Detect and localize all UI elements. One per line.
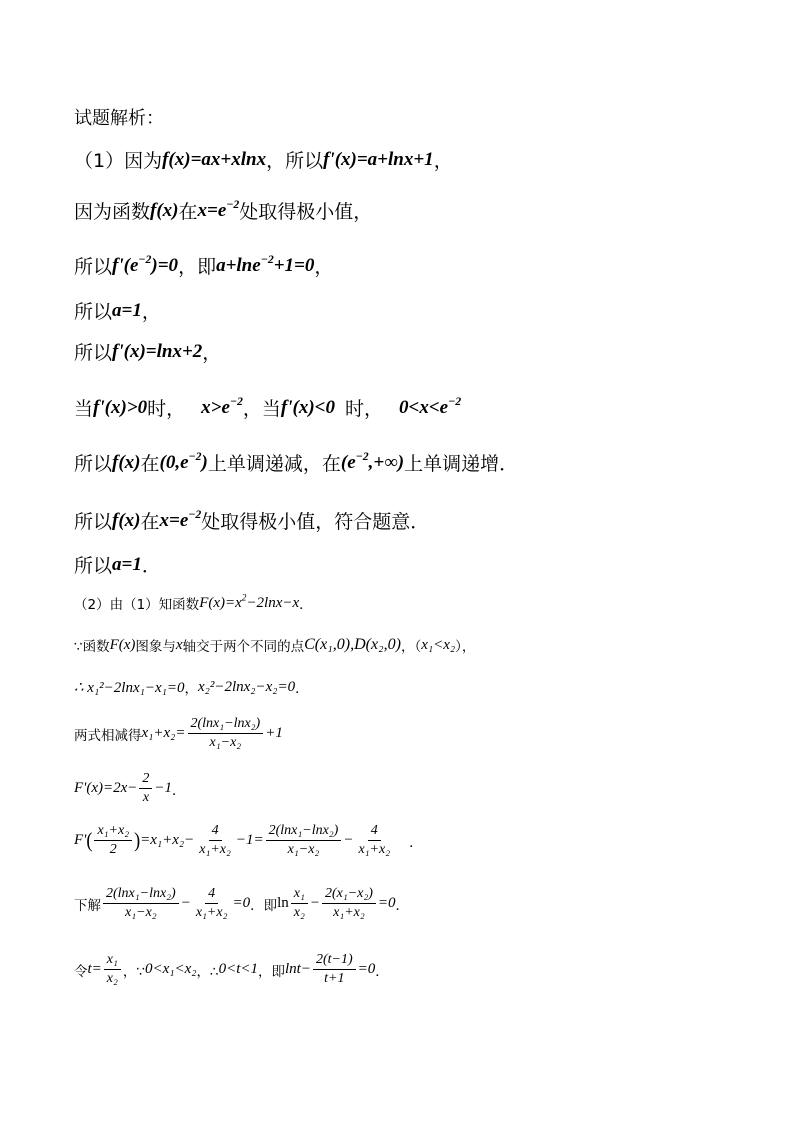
numerator: x₁ bbox=[291, 886, 308, 904]
formula: +1 bbox=[265, 725, 283, 742]
formula-base: x=e bbox=[197, 199, 227, 221]
exponent: −2 bbox=[188, 507, 202, 521]
text: 所以 bbox=[74, 256, 113, 278]
p1-line-8 bbox=[74, 507, 429, 534]
numerator: 2(x₁−x₂) bbox=[322, 886, 376, 904]
formula: F(x) bbox=[109, 636, 136, 653]
text: ． bbox=[299, 597, 313, 613]
formula: f(x) bbox=[112, 451, 141, 473]
p2-line-8 bbox=[74, 952, 389, 987]
formula: −1 bbox=[154, 780, 173, 797]
fraction bbox=[196, 823, 234, 858]
text: 下解 bbox=[74, 897, 101, 914]
text: ，当 bbox=[242, 398, 281, 420]
p2-line-5 bbox=[74, 771, 186, 806]
p1-line-2 bbox=[74, 197, 372, 224]
interval-part: (0,e bbox=[159, 451, 189, 473]
paren-right: ) bbox=[134, 828, 141, 852]
text: ，即 bbox=[258, 963, 285, 980]
p1-line-6 bbox=[74, 394, 461, 421]
text: ， bbox=[141, 301, 161, 323]
text: （2）由（1）知函数 bbox=[74, 597, 200, 613]
numerator: 4 bbox=[209, 823, 222, 841]
numerator: 2(lnx₁−lnx₂) bbox=[188, 716, 264, 734]
p1-line-1 bbox=[74, 146, 453, 173]
formula: a=1 bbox=[112, 299, 142, 321]
formula bbox=[159, 507, 202, 532]
text: 时， bbox=[345, 398, 384, 420]
text: ，所以 bbox=[266, 150, 324, 172]
formula: ∴ x₁²−2lnx₁−x₁=0 bbox=[74, 679, 185, 696]
formula: x₂²−2lnx₂−x₂=0 bbox=[197, 678, 296, 695]
formula: x bbox=[175, 636, 183, 653]
text: ． bbox=[409, 834, 423, 851]
exponent: −2 bbox=[226, 197, 240, 211]
text: 上单调递减，在 bbox=[207, 453, 341, 475]
text: 时， bbox=[147, 398, 186, 420]
paren-left: ( bbox=[86, 828, 93, 852]
text: 所以 bbox=[74, 301, 113, 323]
formula: x₁+x₂= bbox=[141, 725, 186, 742]
text: ）， bbox=[455, 639, 476, 655]
text: 图象与 bbox=[135, 639, 176, 655]
formula: =0 bbox=[232, 895, 251, 912]
text: 令 bbox=[74, 963, 88, 980]
text: ． bbox=[295, 681, 309, 697]
formula: f(x) bbox=[150, 199, 179, 221]
interval-part: ,+∞) bbox=[368, 451, 405, 473]
formula: lnt− bbox=[285, 961, 311, 978]
text: ，即 bbox=[178, 256, 217, 278]
p2-line-7 bbox=[74, 886, 409, 921]
formula: =0 bbox=[377, 895, 396, 912]
formula bbox=[216, 252, 315, 277]
formula: 0<t<1 bbox=[218, 961, 258, 978]
denominator: 2 bbox=[109, 842, 117, 858]
formula bbox=[197, 197, 240, 222]
exponent: −2 bbox=[260, 252, 274, 266]
text: ， bbox=[433, 150, 453, 172]
fraction bbox=[313, 952, 356, 987]
formula: f'(x)=lnx+2 bbox=[112, 340, 203, 362]
formula: x₁<x₂ bbox=[421, 636, 456, 653]
interval bbox=[340, 449, 405, 474]
numerator: 2(lnx₁−lnx₂) bbox=[266, 823, 342, 841]
formula-base: F(x)=x bbox=[199, 594, 242, 611]
formula: − bbox=[309, 895, 320, 912]
p2-line-6 bbox=[74, 823, 423, 858]
numerator: x₁+x₂ bbox=[94, 823, 132, 841]
formula-part: f'(e bbox=[112, 254, 139, 276]
denominator: x₁+x₂ bbox=[195, 905, 228, 921]
text: ，∴ bbox=[196, 963, 219, 980]
denominator: x₁−x₂ bbox=[287, 842, 320, 858]
fraction bbox=[188, 716, 264, 751]
formula bbox=[399, 394, 462, 419]
text: ∵函数 bbox=[74, 639, 110, 655]
formula-part: )=0 bbox=[151, 254, 179, 276]
formula: C(x₁,0),D(x₂,0) bbox=[304, 636, 401, 653]
text: ，∵ bbox=[122, 963, 145, 980]
formula: − bbox=[343, 832, 354, 849]
formula: F'(x)=2x− bbox=[74, 780, 138, 797]
formula: − bbox=[180, 895, 191, 912]
text: ，（ bbox=[400, 639, 422, 655]
interval bbox=[159, 449, 208, 474]
formula: =x₁+x₂− bbox=[140, 832, 195, 849]
text: ．即 bbox=[250, 897, 278, 914]
fraction bbox=[139, 771, 152, 806]
numerator: 2(lnx₁−lnx₂) bbox=[103, 886, 179, 904]
p1-line-3 bbox=[74, 252, 333, 279]
formula: t= bbox=[87, 961, 102, 978]
fraction bbox=[104, 952, 121, 987]
text: 在 bbox=[178, 201, 198, 223]
p1-line-7 bbox=[74, 449, 518, 476]
exponent: −2 bbox=[448, 394, 462, 408]
formula-part: −2lnx−x bbox=[246, 594, 300, 611]
exponent: 2 bbox=[241, 593, 247, 603]
formula bbox=[112, 252, 179, 277]
text: 所以 bbox=[74, 342, 113, 364]
fraction bbox=[103, 886, 179, 921]
denominator: x₂ bbox=[106, 971, 118, 987]
p1-line-4 bbox=[74, 297, 161, 324]
formula: f(x)=ax+xlnx bbox=[162, 148, 267, 170]
fraction bbox=[94, 823, 132, 858]
text: 在 bbox=[140, 511, 160, 533]
text: 当 bbox=[74, 398, 94, 420]
formula: f'(x)<0 bbox=[280, 396, 336, 418]
text: ， bbox=[184, 681, 198, 697]
numerator: 2(t−1) bbox=[313, 952, 356, 970]
p2-line-3 bbox=[74, 677, 309, 697]
interval-part: ) bbox=[201, 451, 208, 473]
numerator: 4 bbox=[368, 823, 381, 841]
formula: =0 bbox=[357, 961, 376, 978]
exponent: −2 bbox=[188, 449, 202, 463]
formula bbox=[199, 595, 299, 612]
p2-line-4 bbox=[74, 716, 283, 751]
formula-base: x>e bbox=[201, 396, 230, 418]
denominator: x bbox=[142, 790, 150, 806]
fraction bbox=[291, 886, 308, 921]
heading-text: 试题解析： bbox=[74, 108, 164, 129]
exponent: −2 bbox=[355, 449, 369, 463]
formula: −1= bbox=[235, 832, 264, 849]
text: 处取得极小值， bbox=[239, 201, 373, 223]
denominator: x₁+x₂ bbox=[199, 842, 231, 858]
p1-line-5 bbox=[74, 338, 221, 365]
formula: ln bbox=[277, 895, 289, 912]
exponent: −2 bbox=[229, 394, 243, 408]
text: ． bbox=[395, 897, 410, 914]
numerator: 4 bbox=[205, 886, 218, 904]
formula-part: +1=0 bbox=[273, 254, 315, 276]
text: 因为函数 bbox=[74, 201, 151, 223]
numerator: 2 bbox=[139, 771, 152, 789]
denominator: x₂ bbox=[293, 905, 305, 921]
denominator: x₁+x₂ bbox=[333, 905, 365, 921]
formula: F' bbox=[74, 832, 87, 849]
text: 所以 bbox=[74, 453, 113, 475]
text: ， bbox=[314, 256, 334, 278]
fraction bbox=[355, 823, 393, 858]
text: 上单调递增． bbox=[404, 453, 519, 475]
numerator: x₁ bbox=[104, 952, 121, 970]
solution-heading bbox=[74, 104, 164, 130]
formula-base: 0<x<e bbox=[399, 396, 449, 418]
fraction bbox=[322, 886, 376, 921]
denominator: t+1 bbox=[324, 971, 345, 987]
text: ， bbox=[202, 342, 222, 364]
denominator: x₁−x₂ bbox=[125, 905, 157, 921]
fraction bbox=[266, 823, 342, 858]
formula-part: a+lne bbox=[216, 254, 261, 276]
formula-base: x=e bbox=[159, 509, 189, 531]
formula: 0<x₁<x₂ bbox=[144, 961, 197, 978]
text: （1）因为 bbox=[74, 150, 163, 172]
p1-line-9 bbox=[74, 551, 161, 578]
denominator: x₁−x₂ bbox=[209, 735, 242, 751]
formula: f'(x)>0 bbox=[93, 396, 148, 418]
text: 在 bbox=[140, 453, 160, 475]
text: 所以 bbox=[74, 555, 113, 577]
formula bbox=[201, 394, 243, 419]
fraction bbox=[193, 886, 231, 921]
p2-line-2 bbox=[74, 635, 475, 655]
formula: a=1 bbox=[112, 553, 142, 575]
exponent: −2 bbox=[138, 252, 152, 266]
p2-line-1 bbox=[74, 593, 313, 613]
text: ． bbox=[375, 963, 389, 980]
interval-part: (e bbox=[340, 451, 356, 473]
formula: f(x) bbox=[112, 509, 141, 531]
text: 所以 bbox=[74, 511, 113, 533]
formula: f'(x)=a+lnx+1 bbox=[323, 148, 434, 170]
text: 轴交于两个不同的点 bbox=[182, 639, 305, 655]
text: 两式相减得 bbox=[74, 727, 142, 744]
text: 处取得极小值，符合题意． bbox=[201, 511, 430, 533]
denominator: x₁+x₂ bbox=[358, 842, 391, 858]
text: ． bbox=[172, 782, 186, 799]
text: ． bbox=[141, 555, 161, 577]
